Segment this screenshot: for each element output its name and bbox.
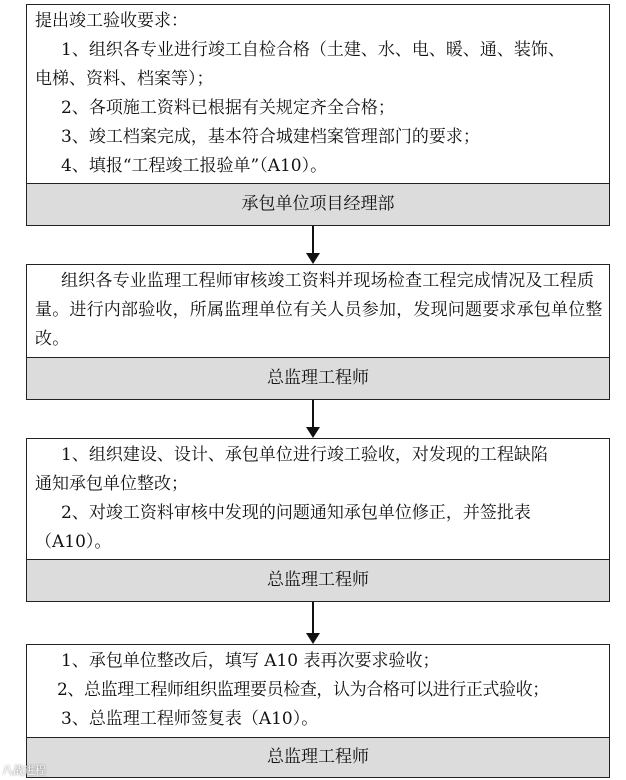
step-4-box	[26, 644, 610, 778]
step-2-paragraph: 组织各专业监理工程师审核竣工资料并现场检查工程完成情况及工程质量。进行内部验收，所属监理单位有关人员参加，发现问题要求承包单位整改。	[35, 271, 603, 349]
arrow-3-head	[306, 633, 320, 644]
step-1-role: 承包单位项目经理部	[27, 183, 609, 225]
arrow-2-head	[306, 427, 320, 438]
step-1-line-1: 提出竣工验收要求：	[35, 11, 188, 31]
step-2-content	[27, 265, 609, 354]
step-2-role: 总监理工程师	[27, 357, 609, 399]
step-1-line-2: 1、组织各专业进行竣工自检合格（土建、水、电、暖、通、装饰、	[61, 40, 565, 60]
step-1-line-5: 3、竣工档案完成，基本符合城建档案管理部门的要求；	[61, 127, 480, 147]
step-3-line-2: 通知承包单位整改；	[35, 474, 188, 494]
arrow-1-head	[306, 253, 320, 264]
step-4-role: 总监理工程师	[27, 737, 609, 777]
arrow-2-shaft	[312, 400, 314, 428]
step-3-box	[26, 438, 610, 602]
step-1-line-4: 2、各项施工资料已根据有关规定齐全合格；	[61, 98, 395, 118]
step-4-content	[27, 645, 609, 734]
step-1-content	[27, 5, 609, 181]
step-3-content	[27, 439, 609, 557]
step-3-role: 总监理工程师	[27, 559, 609, 601]
arrow-3-shaft	[312, 602, 314, 634]
step-3-line-1: 1、组织建设、设计、承包单位进行竣工验收，对发现的工程缺陷	[61, 445, 548, 465]
step-4-line-2: 2、总监理工程师组织监理要员检查，认为合格可以进行正式验收；	[57, 680, 549, 700]
step-1-box	[26, 4, 610, 226]
watermark-text: 八战进程	[2, 764, 46, 777]
step-2-box	[26, 264, 610, 400]
step-4-line-3: 3、总监理工程师签复表（A10）。	[61, 709, 319, 729]
step-3-line-4: （A10）。	[35, 532, 112, 552]
arrow-1-shaft	[312, 226, 314, 254]
step-4-line-1: 1、承包单位整改后，填写 A10 表再次要求验收；	[61, 651, 440, 671]
step-3-line-3: 2、对竣工资料审核中发现的问题通知承包单位修正，并签批表	[61, 503, 531, 523]
step-1-line-6: 4、填报“工程竣工报验单”（A10）。	[61, 156, 328, 176]
step-1-line-3: 电梯、资料、档案等）；	[35, 69, 214, 89]
